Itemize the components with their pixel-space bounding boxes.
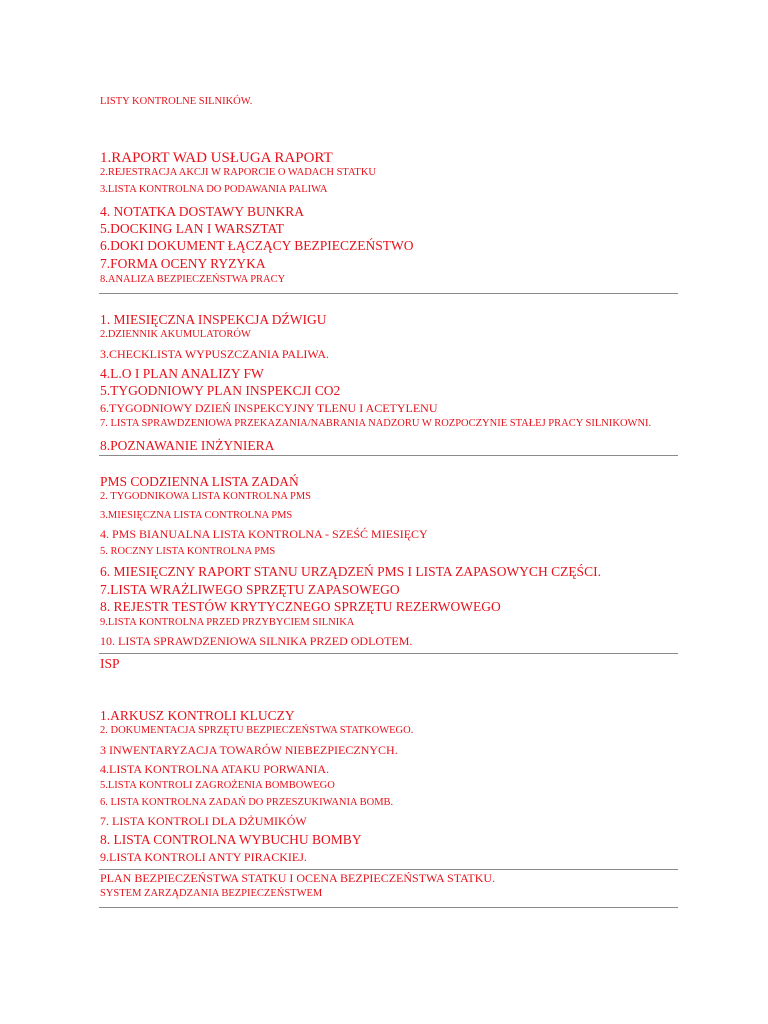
list-item: 5.DOCKING LAN I WARSZTAT: [100, 221, 284, 236]
list-item: 10. LISTA SPRAWDZENIOWA SILNIKA PRZED ODLOTEM.: [100, 634, 413, 648]
section-heading: ISP: [100, 656, 120, 671]
section-divider: [99, 653, 678, 654]
list-item: 3.CHECKLISTA WYPUSZCZANIA PALIWA.: [100, 347, 330, 361]
document-title: LISTY KONTROLNE SILNIKÓW.: [100, 96, 253, 107]
list-item: 8.POZNAWANIE INŻYNIERA: [100, 438, 275, 453]
list-item: 5.TYGODNIOWY PLAN INSPEKCJI CO2: [100, 383, 341, 398]
list-item: 5. ROCZNY LISTA KONTROLNA PMS: [100, 546, 276, 557]
list-item: 1. MIESIĘCZNA INSPEKCJA DŹWIGU: [100, 312, 327, 327]
section-divider: [99, 869, 678, 870]
list-item: 4. PMS BIANUALNA LISTA KONTROLNA - SZEŚĆ MIESIĘCY: [100, 527, 428, 541]
list-item: 1.ARKUSZ KONTROLI KLUCZY: [100, 708, 295, 723]
list-item: 9.LISTA KONTROLI ANTY PIRACKIEJ.: [100, 850, 307, 864]
list-item: 2. DOKUMENTACJA SPRZĘTU BEZPIECZEŃSTWA STATKOWEGO.: [100, 725, 414, 736]
list-item: 9.LISTA KONTROLNA PRZED PRZYBYCIEM SILNIKA: [100, 617, 355, 628]
list-item: 4.LISTA KONTROLNA ATAKU PORWANIA.: [100, 762, 330, 776]
list-item: 4. NOTATKA DOSTAWY BUNKRA: [100, 204, 305, 219]
list-item: 8. REJESTR TESTÓW KRYTYCZNEGO SPRZĘTU REZERWOWEGO: [100, 599, 501, 614]
list-item: 7. LISTA SPRAWDZENIOWA PRZEKAZANIA/NABRANIA NADZORU W ROZPOCZYNIE STAŁEJ PRACY SILNIKOWNI.: [100, 418, 652, 429]
list-item: 6.DOKI DOKUMENT ŁĄCZĄCY BEZPIECZEŃSTWO: [100, 238, 414, 253]
list-item: PMS CODZIENNA LISTA ZADAŃ: [100, 474, 299, 489]
list-item: 2. TYGODNIKOWA LISTA KONTROLNA PMS: [100, 491, 312, 502]
list-item: PLAN BEZPIECZEŃSTWA STATKU I OCENA BEZPIECZEŃSTWA STATKU.: [100, 871, 496, 885]
list-item: 7.FORMA OCENY RYZYKA: [100, 256, 266, 271]
list-item: 2.REJESTRACJA AKCJI W RAPORCIE O WADACH STATKU: [100, 167, 376, 178]
list-item: 7. LISTA KONTROLI DLA DŻUMIKÓW: [100, 814, 307, 828]
list-item: 3 INWENTARYZACJA TOWARÓW NIEBEZPIECZNYCH.: [100, 743, 398, 757]
list-item: 6. MIESIĘCZNY RAPORT STANU URZĄDZEŃ PMS I LISTA ZAPASOWYCH CZĘŚCI.: [100, 564, 601, 579]
list-item: 3.LISTA KONTROLNA DO PODAWANIA PALIWA: [100, 184, 328, 195]
section-divider: [99, 455, 678, 456]
section-divider: [99, 907, 678, 908]
list-item: 4.L.O I PLAN ANALIZY FW: [100, 366, 264, 381]
list-item: 8. LISTA CONTROLNA WYBUCHU BOMBY: [100, 832, 362, 847]
list-item: 6. LISTA KONTROLNA ZADAŃ DO PRZESZUKIWANIA BOMB.: [100, 797, 394, 808]
list-item: 2.DZIENNIK AKUMULATORÓW: [100, 329, 251, 340]
list-item: 7.LISTA WRAŻLIWEGO SPRZĘTU ZAPASOWEGO: [100, 582, 400, 597]
list-item: 5.LISTA KONTROLI ZAGROŻENIA BOMBOWEGO: [100, 780, 335, 791]
list-item: SYSTEM ZARZĄDZANIA BEZPIECZEŃSTWEM: [100, 888, 323, 899]
list-item: 8.ANALIZA BEZPIECZEŃSTWA PRACY: [100, 274, 286, 285]
list-item: 1.RAPORT WAD USŁUGA RAPORT: [100, 150, 333, 166]
list-item: 6.TYGODNIOWY DZIEŃ INSPEKCYJNY TLENU I ACETYLENU: [100, 401, 438, 415]
list-item: 3.MIESIĘCZNA LISTA CONTROLNA PMS: [100, 510, 293, 521]
section-divider: [99, 293, 678, 294]
